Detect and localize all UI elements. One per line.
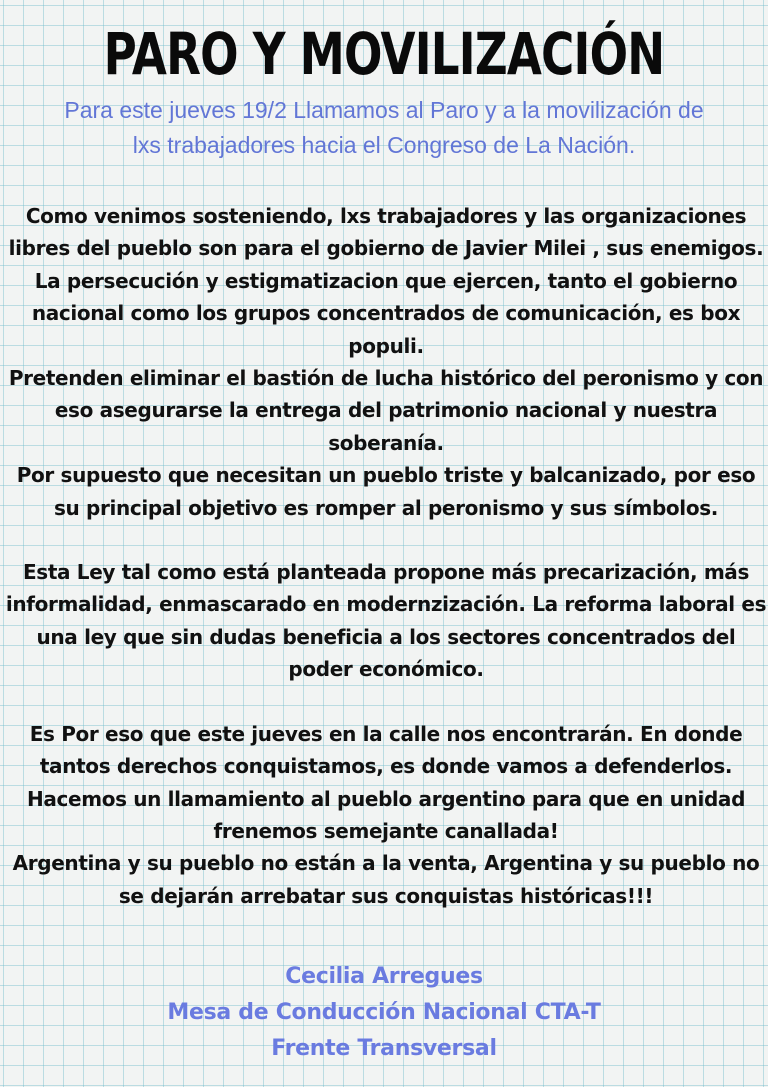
body-text [4,200,768,912]
paragraph-spacer [4,686,768,718]
paragraph-persecution: La persecución y estigmatizacion que ejercen, tanto el gobierno nacional como los grupos concentrados de comunicación, es box populi. [31,268,741,358]
paragraph-peronism: Pretenden eliminar el bastión de lucha histórico del peronismo y con eso asegurarse la entrega del patrimonio nacional y nuestra soberanía. [8,366,764,455]
signature-name: Cecilia Arregues [285,964,483,989]
paragraph-symbols: Por supuesto que necesitan un pueblo triste y balcanizado, por eso su principal objetivo es romper al peronismo y sus símbolos. [16,463,756,520]
flyer-title: PARO Y MOVILIZACIÓN [103,20,665,88]
intro-line-1: Para este jueves 19/2 Llamamos al Paro y a la movilización de [64,97,704,123]
intro-line-2: lxs trabajadores hacia el Congreso de La Nación. [132,132,636,158]
paragraph-spacer [4,524,768,556]
paragraph-street: Es Por eso que este jueves en la calle nos encontrarán. En donde tantos derechos conquistamos, es donde vamos a defenderlos. [29,721,743,779]
signature-group: Frente Transversal [271,1036,497,1061]
paragraph-not-for-sale: Argentina y su pueblo no están a la venta, Argentina y su pueblo no se dejarán arrebatar sus conquistas históricas!!! [12,851,760,908]
signature-block [0,959,768,1067]
signature-role: Mesa de Conducción Nacional CTA-T [167,1000,601,1025]
paragraph-enemies: Como venimos sosteniendo, lxs trabajadores y las organizaciones libres del pueblo son para el gobierno de Javier Milei , sus enemigos. [8,204,764,261]
paragraph-law: Esta Ley tal como está planteada propone más precarización, más informalidad, enmascarado en modernzización. La reforma laboral es una ley que sin dudas beneficia a los sectores concentrados del poder económico. [5,560,767,682]
paragraph-call: Hacemos un llamamiento al pueblo argentino para que en unidad frenemos semejante canallada! [26,786,746,843]
intro-text [0,93,768,163]
